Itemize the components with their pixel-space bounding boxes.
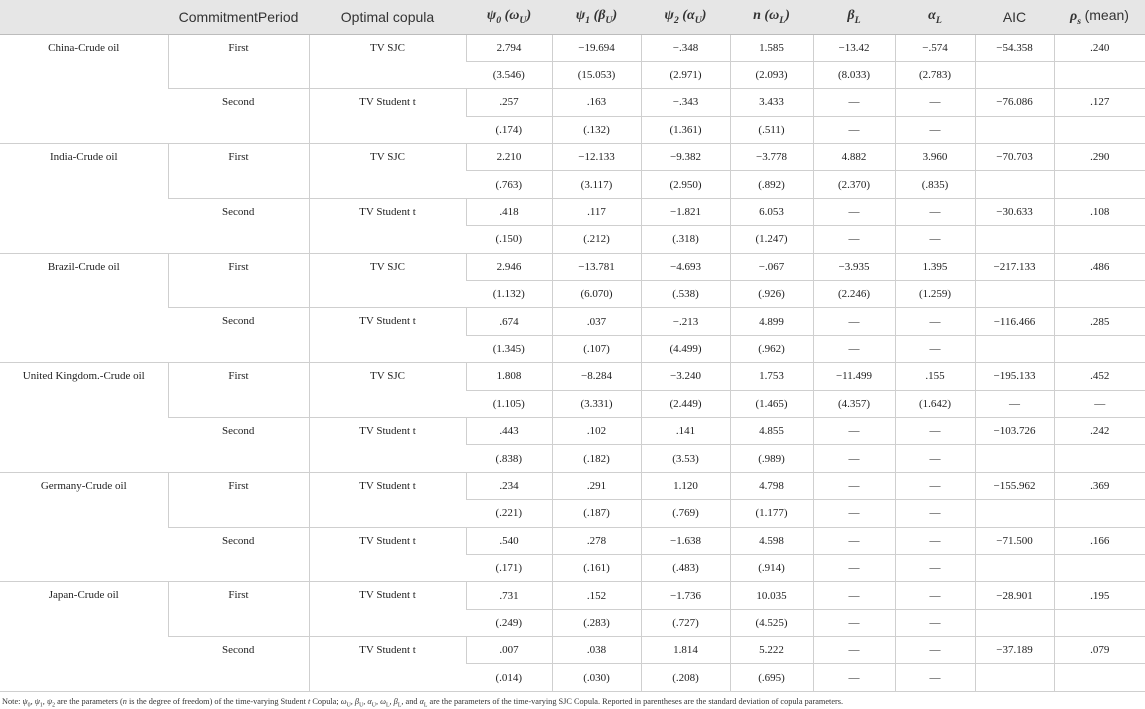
country-cell: Germany-Crude oil	[0, 472, 168, 582]
n-estimate-cell: 4.798	[730, 472, 813, 499]
beta-l-estimate-cell: —	[813, 637, 895, 664]
psi2-sd-cell: (.483)	[641, 554, 730, 581]
alpha-l-estimate-cell: —	[895, 198, 975, 225]
rho-sd-cell	[1054, 500, 1145, 527]
psi1-sd-cell: (.187)	[552, 500, 641, 527]
aic-sd-cell	[975, 116, 1054, 143]
table-row	[0, 144, 1145, 171]
psi2-estimate-cell: −1.736	[641, 582, 730, 609]
psi2-sd-cell: (.727)	[641, 609, 730, 636]
table-row	[0, 253, 1145, 280]
header-n: n $(\omega_L)$	[730, 0, 813, 34]
alpha-l-estimate-cell: .155	[895, 363, 975, 390]
aic-sd-cell	[975, 171, 1054, 198]
beta-l-sd-cell: —	[813, 445, 895, 472]
n-sd-cell: (1.247)	[730, 226, 813, 253]
n-sd-cell: (1.465)	[730, 390, 813, 417]
psi0-sd-cell: (1.132)	[466, 281, 552, 308]
n-estimate-cell: 10.035	[730, 582, 813, 609]
psi1-estimate-cell: .152	[552, 582, 641, 609]
period-cell: Second	[168, 527, 309, 582]
aic-sd-cell	[975, 281, 1054, 308]
rho-sd-cell	[1054, 281, 1145, 308]
rho-mean-cell: .486	[1054, 253, 1145, 280]
aic-cell: −54.358	[975, 34, 1054, 61]
aic-sd-cell	[975, 61, 1054, 88]
beta-l-estimate-cell: —	[813, 417, 895, 444]
beta-l-sd-cell: —	[813, 609, 895, 636]
psi1-estimate-cell: −12.133	[552, 144, 641, 171]
table-note: Note: $\psi_0$, $\psi_1$, $\psi_2$ are the parameters (n is the degree of freedom) of the time-varying Student t Copula; $\omega_U$, $\beta_U$, $\alpha_U$, $\omega_L$, $\beta_L$, and $\alpha_L$ are the parameters of the time-varying SJC Copula. Reported in parentheses are the standard deviation of copula parameters.	[2, 697, 844, 709]
psi1-estimate-cell: .117	[552, 198, 641, 225]
beta-l-estimate-cell: —	[813, 198, 895, 225]
n-sd-cell: (4.525)	[730, 609, 813, 636]
copula-cell: TV Student t	[309, 89, 466, 144]
period-cell: Second	[168, 637, 309, 692]
aic-cell: −30.633	[975, 198, 1054, 225]
beta-l-estimate-cell: −3.935	[813, 253, 895, 280]
alpha-l-estimate-cell: —	[895, 417, 975, 444]
psi0-sd-cell: (.150)	[466, 226, 552, 253]
period-cell: Second	[168, 417, 309, 472]
rho-mean-cell: .290	[1054, 144, 1145, 171]
aic-cell: −155.962	[975, 472, 1054, 499]
aic-cell: −116.466	[975, 308, 1054, 335]
beta-l-sd-cell: —	[813, 554, 895, 581]
copula-cell: TV Student t	[309, 472, 466, 527]
psi1-sd-cell: (.283)	[552, 609, 641, 636]
psi2-estimate-cell: −.348	[641, 34, 730, 61]
table-row	[0, 472, 1145, 499]
header-psi1: $\psi_1$ $(\beta_U)$	[552, 0, 641, 34]
n-sd-cell: (.511)	[730, 116, 813, 143]
psi0-estimate-cell: .257	[466, 89, 552, 116]
n-estimate-cell: 6.053	[730, 198, 813, 225]
aic-cell: −71.500	[975, 527, 1054, 554]
aic-sd-cell: —	[975, 390, 1054, 417]
n-sd-cell: (.695)	[730, 664, 813, 691]
psi0-estimate-cell: .540	[466, 527, 552, 554]
n-sd-cell: (.914)	[730, 554, 813, 581]
beta-l-estimate-cell: —	[813, 582, 895, 609]
psi1-estimate-cell: .102	[552, 417, 641, 444]
psi1-estimate-cell: −19.694	[552, 34, 641, 61]
psi1-sd-cell: (3.331)	[552, 390, 641, 417]
psi1-sd-cell: (.161)	[552, 554, 641, 581]
header-alpha-l: $\alpha_L$	[895, 0, 975, 34]
header-country	[0, 0, 168, 34]
psi0-sd-cell: (.838)	[466, 445, 552, 472]
psi2-estimate-cell: −1.638	[641, 527, 730, 554]
alpha-l-sd-cell: (.835)	[895, 171, 975, 198]
copula-cell: TV SJC	[309, 34, 466, 89]
psi0-sd-cell: (1.105)	[466, 390, 552, 417]
beta-l-estimate-cell: —	[813, 308, 895, 335]
aic-cell: −195.133	[975, 363, 1054, 390]
header-psi2: $\psi_2$ $(\alpha_U)$	[641, 0, 730, 34]
psi2-estimate-cell: .141	[641, 417, 730, 444]
rho-mean-cell: .242	[1054, 417, 1145, 444]
psi2-sd-cell: (.769)	[641, 500, 730, 527]
beta-l-sd-cell: (8.033)	[813, 61, 895, 88]
n-estimate-cell: 4.855	[730, 417, 813, 444]
n-estimate-cell: 5.222	[730, 637, 813, 664]
period-cell: Second	[168, 308, 309, 363]
aic-sd-cell	[975, 226, 1054, 253]
copula-cell: TV Student t	[309, 527, 466, 582]
psi1-sd-cell: (.030)	[552, 664, 641, 691]
psi1-estimate-cell: .163	[552, 89, 641, 116]
period-cell: First	[168, 253, 309, 308]
beta-l-estimate-cell: 4.882	[813, 144, 895, 171]
alpha-l-sd-cell: (1.642)	[895, 390, 975, 417]
psi0-estimate-cell: 2.946	[466, 253, 552, 280]
period-cell: First	[168, 472, 309, 527]
country-cell: China-Crude oil	[0, 34, 168, 144]
rho-mean-cell: .452	[1054, 363, 1145, 390]
alpha-l-estimate-cell: 3.960	[895, 144, 975, 171]
psi0-sd-cell: (.249)	[466, 609, 552, 636]
beta-l-estimate-cell: —	[813, 527, 895, 554]
copula-cell: TV SJC	[309, 363, 466, 418]
alpha-l-estimate-cell: —	[895, 637, 975, 664]
aic-cell: −217.133	[975, 253, 1054, 280]
alpha-l-sd-cell: —	[895, 445, 975, 472]
alpha-l-sd-cell: (2.783)	[895, 61, 975, 88]
psi0-estimate-cell: .234	[466, 472, 552, 499]
header-beta-l: $\beta_L$	[813, 0, 895, 34]
rho-sd-cell	[1054, 554, 1145, 581]
header-rho-mean: $\rho_s$ (mean)	[1054, 0, 1145, 34]
psi0-sd-cell: (.221)	[466, 500, 552, 527]
beta-l-sd-cell: —	[813, 500, 895, 527]
rho-sd-cell	[1054, 445, 1145, 472]
rho-mean-cell: .166	[1054, 527, 1145, 554]
n-estimate-cell: 1.585	[730, 34, 813, 61]
rho-sd-cell: —	[1054, 390, 1145, 417]
header-row	[0, 0, 1145, 34]
psi1-sd-cell: (.107)	[552, 335, 641, 362]
psi0-estimate-cell: .674	[466, 308, 552, 335]
psi2-estimate-cell: −9.382	[641, 144, 730, 171]
period-cell: First	[168, 363, 309, 418]
psi2-estimate-cell: −3.240	[641, 363, 730, 390]
psi1-sd-cell: (6.070)	[552, 281, 641, 308]
psi1-estimate-cell: −8.284	[552, 363, 641, 390]
copula-cell: TV Student t	[309, 198, 466, 253]
psi2-estimate-cell: −1.821	[641, 198, 730, 225]
aic-sd-cell	[975, 609, 1054, 636]
table-row	[0, 637, 1145, 664]
n-estimate-cell: 4.598	[730, 527, 813, 554]
n-estimate-cell: 4.899	[730, 308, 813, 335]
rho-mean-cell: .240	[1054, 34, 1145, 61]
psi1-sd-cell: (.132)	[552, 116, 641, 143]
period-cell: Second	[168, 89, 309, 144]
beta-l-sd-cell: (2.246)	[813, 281, 895, 308]
aic-cell: −70.703	[975, 144, 1054, 171]
aic-sd-cell	[975, 500, 1054, 527]
copula-cell: TV SJC	[309, 144, 466, 199]
alpha-l-estimate-cell: —	[895, 89, 975, 116]
table-row	[0, 417, 1145, 444]
psi1-estimate-cell: .278	[552, 527, 641, 554]
rho-sd-cell	[1054, 226, 1145, 253]
table-row	[0, 89, 1145, 116]
country-cell: Brazil-Crude oil	[0, 253, 168, 363]
n-sd-cell: (.892)	[730, 171, 813, 198]
rho-sd-cell	[1054, 609, 1145, 636]
beta-l-sd-cell: (2.370)	[813, 171, 895, 198]
psi0-estimate-cell: 1.808	[466, 363, 552, 390]
aic-cell: −76.086	[975, 89, 1054, 116]
aic-cell: −37.189	[975, 637, 1054, 664]
psi0-estimate-cell: .443	[466, 417, 552, 444]
period-cell: First	[168, 582, 309, 637]
copula-cell: TV Student t	[309, 308, 466, 363]
psi2-sd-cell: (.318)	[641, 226, 730, 253]
psi2-estimate-cell: 1.120	[641, 472, 730, 499]
n-sd-cell: (.962)	[730, 335, 813, 362]
psi0-sd-cell: (.763)	[466, 171, 552, 198]
alpha-l-sd-cell: —	[895, 226, 975, 253]
psi2-sd-cell: (3.53)	[641, 445, 730, 472]
psi0-estimate-cell: 2.210	[466, 144, 552, 171]
beta-l-estimate-cell: —	[813, 89, 895, 116]
table-row	[0, 308, 1145, 335]
alpha-l-sd-cell: —	[895, 554, 975, 581]
alpha-l-sd-cell: —	[895, 609, 975, 636]
country-cell: United Kingdom.-Crude oil	[0, 363, 168, 473]
copula-cell: TV SJC	[309, 253, 466, 308]
psi0-estimate-cell: .007	[466, 637, 552, 664]
alpha-l-estimate-cell: —	[895, 527, 975, 554]
aic-sd-cell	[975, 445, 1054, 472]
rho-mean-cell: .285	[1054, 308, 1145, 335]
aic-sd-cell	[975, 664, 1054, 691]
psi2-sd-cell: (2.971)	[641, 61, 730, 88]
aic-sd-cell	[975, 554, 1054, 581]
period-cell: First	[168, 144, 309, 199]
header-optimal-copula: Optimal copula	[309, 0, 466, 34]
n-estimate-cell: −.067	[730, 253, 813, 280]
beta-l-estimate-cell: —	[813, 472, 895, 499]
country-cell: India-Crude oil	[0, 144, 168, 254]
beta-l-estimate-cell: −11.499	[813, 363, 895, 390]
period-cell: First	[168, 34, 309, 89]
psi1-sd-cell: (3.117)	[552, 171, 641, 198]
psi2-estimate-cell: −.213	[641, 308, 730, 335]
table-row	[0, 527, 1145, 554]
alpha-l-estimate-cell: —	[895, 472, 975, 499]
header-psi0: $\psi_0$ $(\omega_U)$	[466, 0, 552, 34]
psi2-sd-cell: (1.361)	[641, 116, 730, 143]
psi2-estimate-cell: −.343	[641, 89, 730, 116]
table-row	[0, 582, 1145, 609]
rho-sd-cell	[1054, 335, 1145, 362]
aic-cell: −103.726	[975, 417, 1054, 444]
alpha-l-estimate-cell: 1.395	[895, 253, 975, 280]
table-row	[0, 34, 1145, 61]
psi0-estimate-cell: .731	[466, 582, 552, 609]
aic-sd-cell	[975, 335, 1054, 362]
beta-l-sd-cell: —	[813, 226, 895, 253]
psi0-estimate-cell: 2.794	[466, 34, 552, 61]
psi0-sd-cell: (.174)	[466, 116, 552, 143]
psi1-estimate-cell: .038	[552, 637, 641, 664]
country-cell: Japan-Crude oil	[0, 582, 168, 692]
table-row	[0, 363, 1145, 390]
n-sd-cell: (.989)	[730, 445, 813, 472]
n-sd-cell: (2.093)	[730, 61, 813, 88]
psi0-sd-cell: (1.345)	[466, 335, 552, 362]
beta-l-sd-cell: (4.357)	[813, 390, 895, 417]
psi0-sd-cell: (.014)	[466, 664, 552, 691]
psi1-estimate-cell: .037	[552, 308, 641, 335]
copula-cell: TV Student t	[309, 637, 466, 692]
rho-sd-cell	[1054, 664, 1145, 691]
alpha-l-sd-cell: —	[895, 116, 975, 143]
psi1-sd-cell: (.182)	[552, 445, 641, 472]
table-body	[0, 34, 1145, 691]
n-estimate-cell: 1.753	[730, 363, 813, 390]
rho-mean-cell: .195	[1054, 582, 1145, 609]
beta-l-estimate-cell: −13.42	[813, 34, 895, 61]
alpha-l-sd-cell: —	[895, 500, 975, 527]
n-estimate-cell: −3.778	[730, 144, 813, 171]
header-commitment-period: CommitmentPeriod	[168, 0, 309, 34]
psi2-sd-cell: (.208)	[641, 664, 730, 691]
alpha-l-estimate-cell: −.574	[895, 34, 975, 61]
beta-l-sd-cell: —	[813, 116, 895, 143]
psi2-sd-cell: (.538)	[641, 281, 730, 308]
alpha-l-estimate-cell: —	[895, 308, 975, 335]
psi0-sd-cell: (3.546)	[466, 61, 552, 88]
rho-sd-cell	[1054, 61, 1145, 88]
n-estimate-cell: 3.433	[730, 89, 813, 116]
rho-mean-cell: .127	[1054, 89, 1145, 116]
psi2-estimate-cell: 1.814	[641, 637, 730, 664]
psi1-estimate-cell: .291	[552, 472, 641, 499]
rho-mean-cell: .369	[1054, 472, 1145, 499]
rho-sd-cell	[1054, 116, 1145, 143]
beta-l-sd-cell: —	[813, 664, 895, 691]
alpha-l-sd-cell: —	[895, 664, 975, 691]
header-aic: AIC	[975, 0, 1054, 34]
rho-mean-cell: .079	[1054, 637, 1145, 664]
psi0-sd-cell: (.171)	[466, 554, 552, 581]
psi2-sd-cell: (2.449)	[641, 390, 730, 417]
rho-mean-cell: .108	[1054, 198, 1145, 225]
period-cell: Second	[168, 198, 309, 253]
alpha-l-sd-cell: (1.259)	[895, 281, 975, 308]
psi1-sd-cell: (.212)	[552, 226, 641, 253]
rho-sd-cell	[1054, 171, 1145, 198]
psi1-estimate-cell: −13.781	[552, 253, 641, 280]
table-row	[0, 198, 1145, 225]
alpha-l-sd-cell: —	[895, 335, 975, 362]
aic-cell: −28.901	[975, 582, 1054, 609]
psi0-estimate-cell: .418	[466, 198, 552, 225]
copula-cell: TV Student t	[309, 417, 466, 472]
psi2-sd-cell: (4.499)	[641, 335, 730, 362]
n-sd-cell: (.926)	[730, 281, 813, 308]
psi1-sd-cell: (15.053)	[552, 61, 641, 88]
copula-cell: TV Student t	[309, 582, 466, 637]
beta-l-sd-cell: —	[813, 335, 895, 362]
psi2-estimate-cell: −4.693	[641, 253, 730, 280]
n-sd-cell: (1.177)	[730, 500, 813, 527]
psi2-sd-cell: (2.950)	[641, 171, 730, 198]
alpha-l-estimate-cell: —	[895, 582, 975, 609]
